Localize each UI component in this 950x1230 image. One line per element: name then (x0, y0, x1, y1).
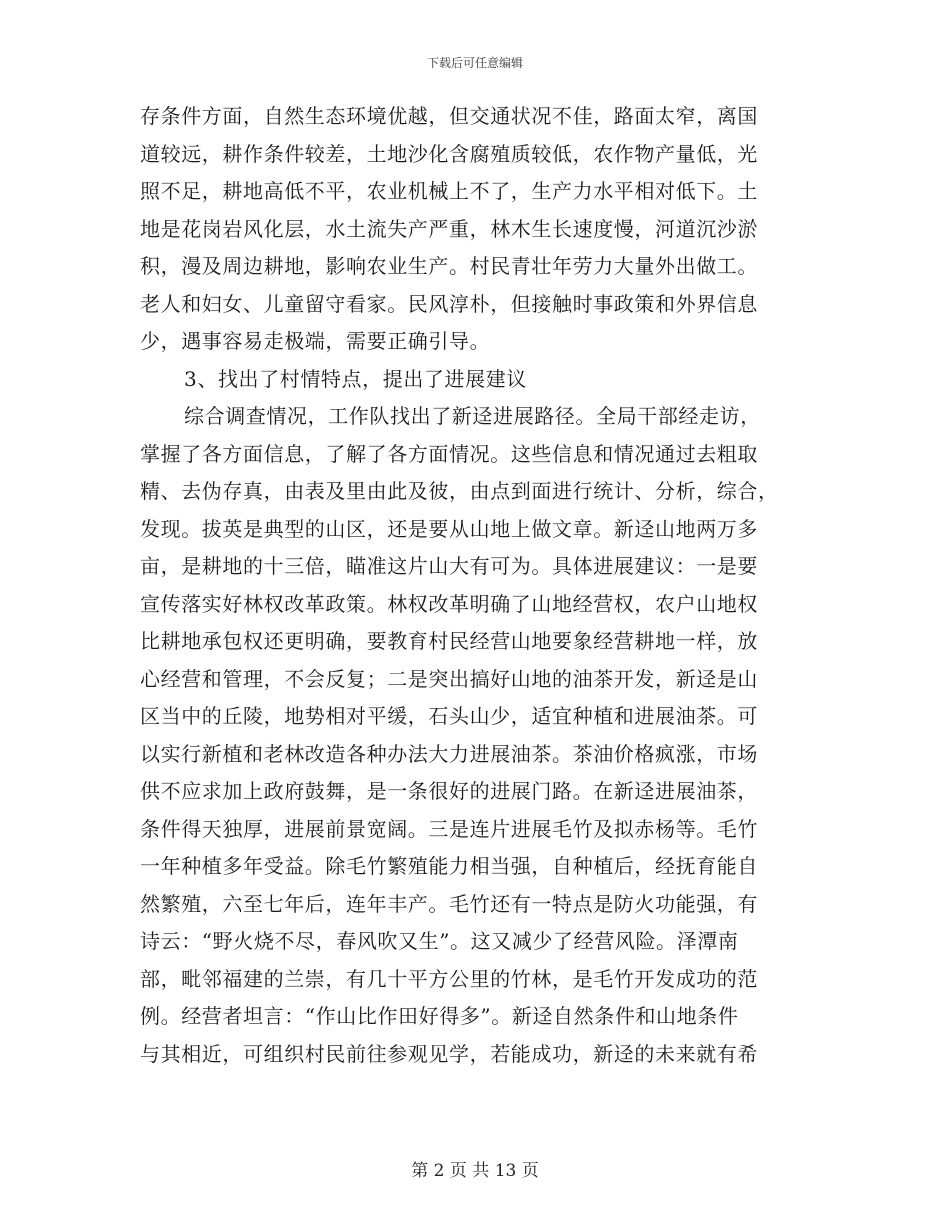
text-line: 积，漫及周边耕地，影响农业生产。村民青壮年劳力大量外出做工。 (140, 254, 758, 278)
text-line: 区当中的丘陵，地势相对平缓，石头山少，适宜种植和进展油茶。可 (140, 704, 758, 728)
text-line: 照不足，耕地高低不平，农业机械上不了，生产力水平相对低下。土 (140, 179, 758, 203)
paragraph (140, 98, 808, 361)
text-line: 亩，是耕地的十三倍，瞄准这片山大有可为。具体进展建议：一是要 (140, 554, 758, 578)
page-footer: 第 2 页 共 13 页 (411, 1161, 539, 1181)
text-line: 比耕地承包权还更明确，要教育村民经营山地要象经营耕地一样，放 (140, 629, 758, 653)
text-line: 地是花岗岩风化层，水土流失产严重，林木生长速度慢，河道沉沙淤 (140, 216, 758, 241)
page-header-note: 下载后可任意编辑 (426, 56, 523, 70)
text-line: 掌握了各方面信息，了解了各方面情况。这些信息和情况通过去粗取 (140, 441, 758, 466)
text-line: 与其相近，可组织村民前往参观见学，若能成功，新迳的未来就有希 (140, 1041, 758, 1066)
text-line: 发现。拔英是典型的山区，还是要从山地上做文章。新迳山地两万多 (140, 516, 758, 541)
text-line: 少，遇事容易走极端，需要正确引导。 (140, 329, 491, 353)
text-line: 以实行新植和老林改造各种办法大力进展油茶。茶油价格疯涨，市场 (140, 741, 758, 766)
text-line: 存条件方面，自然生态环境优越，但交通状况不佳，路面太窄，离国 (140, 104, 758, 128)
paragraph (140, 398, 808, 1073)
text-line: 心经营和管理，不会反复；二是突出搞好山地的油茶开发，新迳是山 (140, 666, 758, 691)
text-line: 老人和妇女、儿童留守看家。民风淳朴，但接触时事政策和外界信息 (140, 291, 758, 316)
text-line: 诗云：“野火烧不尽，春风吹又生”。这又减少了经营风险。泽潭南 (140, 929, 739, 953)
document-body (140, 98, 808, 1073)
text-line: 道较远，耕作条件较差，土地沙化含腐殖质较低，农作物产量低，光 (140, 141, 758, 166)
text-line: 综合调查情况，工作队找出了新迳进展路径。全局干部经走访， (184, 404, 761, 428)
text-line: 条件得天独厚，进展前景宽阔。三是连片进展毛竹及拟赤杨等。毛竹 (140, 816, 758, 841)
text-line: 精、去伪存真，由表及里由此及彼，由点到面进行统计、分析，综合， (140, 479, 779, 503)
text-line: 3、找出了村情特点，提出了进展建议 (184, 366, 527, 391)
text-line: 宣传落实好林权改革政策。林权改革明确了山地经营权，农户山地权 (140, 591, 758, 616)
text-line: 供不应求加上政府鼓舞，是一条很好的进展门路。在新迳进展油茶， (140, 779, 758, 803)
paragraph (140, 361, 808, 399)
text-line: 例。经营者坦言：“作山比作田好得多”。新迳自然条件和山地条件 (140, 1004, 739, 1028)
text-line: 一年种植多年受益。除毛竹繁殖能力相当强，自种植后，经抚育能自 (140, 854, 758, 878)
text-line: 部，毗邻福建的兰崇，有几十平方公里的竹林，是毛竹开发成功的范 (140, 966, 758, 991)
text-line: 然繁殖，六至七年后，连年丰产。毛竹还有一特点是防火功能强，有 (140, 891, 758, 916)
